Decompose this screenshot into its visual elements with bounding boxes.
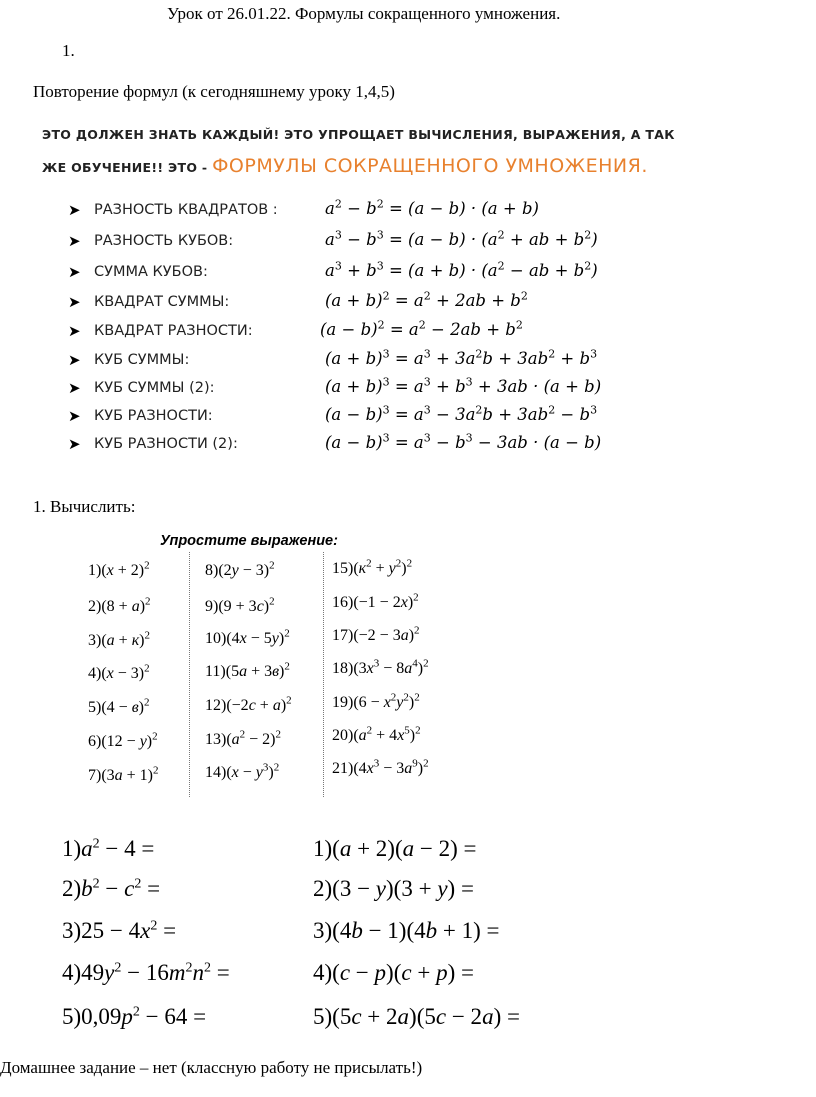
expression-item: $2)b^2 - c^2$ =	[62, 876, 161, 901]
formula-expression: $(a - b)^2 = a^2 - 2ab + b^2$	[320, 318, 523, 339]
exercise-item: $19)(6 - x^2y^2)^2$	[332, 691, 420, 711]
expression-item: $3)25 - 4x^2$ =	[62, 918, 177, 943]
exercise-item: $1)(x + 2)^2$	[88, 559, 150, 579]
exercise-item: $20)(a^2 + 4x^5)^2$	[332, 724, 421, 744]
banner-line-1: ЭТО ДОЛЖЕН ЗНАТЬ КАЖДЫЙ! ЭТО УПРОЩАЕТ ВЫЧИСЛЕНИЯ, ВЫРАЖЕНИЯ, А ТАК	[42, 127, 675, 142]
exercise-item: $2)(8 + a)^2$	[88, 595, 151, 615]
formula-expression: $(a - b)^3 = a^3 - 3a^2b + 3ab^2 - b^3$	[325, 403, 598, 424]
formula-row	[68, 228, 668, 257]
banner-line-2-text: ЖЕ ОБУЧЕНИЕ!! ЭТО -	[42, 160, 208, 175]
formula-name: РАЗНОСТЬ КВАДРАТОВ :	[94, 202, 278, 218]
item-number: 1.	[62, 41, 75, 60]
formula-expression: $(a + b)^3 = a^3 + b^3 + 3ab \cdot (a + b)$	[325, 375, 602, 396]
formula-expression: $a^3 - b^3 = (a - b) \cdot (a^2$ + ab + $b^2$)	[325, 228, 598, 249]
arrow-icon: ➤	[68, 232, 81, 250]
formula-expression: $(a + b)^2 = a^2 + 2ab + b^2$	[325, 289, 528, 310]
formula-row	[68, 403, 668, 432]
section-heading: 1. Вычислить:	[33, 497, 136, 516]
column-divider	[189, 552, 190, 797]
exercise-item: $3)(a + к)^2$	[88, 629, 150, 649]
expression-item: 2)(3 − y)(3 + y) =	[313, 876, 474, 901]
expression-item: 4)(c − p)(c + p) =	[313, 960, 474, 985]
formula-row	[68, 259, 668, 288]
exercise-item: $8)(2y - 3)^2$	[205, 559, 275, 579]
exercise-item: $7)(3a + 1)^2$	[88, 764, 159, 784]
exercise-item: $5)(4 - в)^2$	[88, 696, 150, 716]
exercise-subtitle: Упростите выражение:	[160, 533, 338, 549]
exercise-item: $4)(x - 3)^2$	[88, 662, 150, 682]
formula-row	[68, 375, 668, 404]
exercise-item: $9)(9 + 3c)^2$	[205, 595, 275, 615]
arrow-icon: ➤	[68, 263, 81, 281]
formula-row	[68, 347, 668, 376]
formula-expression: $(a - b)^3 = a^3 - b^3 - 3ab \cdot (a - b)$	[325, 431, 602, 452]
formula-name: РАЗНОСТЬ КУБОВ:	[94, 233, 234, 249]
exercise-item: $14)(x - y^3)^2$	[205, 761, 280, 781]
formula-row	[68, 197, 668, 226]
exercise-item: $10)(4x - 5y)^2$	[205, 627, 290, 647]
formula-row	[68, 289, 668, 318]
exercise-item: $17)(-2 - 3a)^2$	[332, 624, 420, 644]
arrow-icon: ➤	[68, 379, 81, 397]
arrow-icon: ➤	[68, 407, 81, 425]
arrow-icon: ➤	[68, 293, 81, 311]
arrow-icon: ➤	[68, 322, 81, 340]
formula-name: КУБ СУММЫ (2):	[94, 380, 215, 396]
expression-item: 1)(a + 2)(a − 2) =	[313, 836, 477, 861]
formula-name: КВАДРАТ РАЗНОСТИ:	[94, 323, 253, 339]
exercise-item: $11)(5a + 3в)^2$	[205, 660, 290, 680]
formula-name: КВАДРАТ СУММЫ:	[94, 294, 230, 310]
arrow-icon: ➤	[68, 435, 81, 453]
expression-item: $4)49y^2 - 16m^2n^2$ =	[62, 960, 230, 985]
expression-item: $5)0,09p^2 - 64$ =	[62, 1004, 207, 1029]
expression-item: $1)a^2 - 4$ =	[62, 836, 155, 861]
exercise-item: $15)(к^2 + y^2)^2$	[332, 557, 413, 577]
exercise-item: $13)(a^2 - 2)^2$	[205, 728, 282, 748]
formula-name: СУММА КУБОВ:	[94, 264, 208, 280]
expression-item: 5)(5c + 2a)(5c − 2a) =	[313, 1004, 520, 1029]
exercise-item: $6)(12 - y)^2$	[88, 730, 158, 750]
formula-name: КУБ СУММЫ:	[94, 352, 190, 368]
page-title: Урок от 26.01.22. Формулы сокращенного умножения.	[167, 4, 561, 23]
formula-expression: $a^2 - b^2 = (a - b) \cdot (a + b)$	[325, 197, 539, 218]
formula-row	[68, 431, 668, 460]
homework-note: Домашнее задание – нет (классную работу не присылать!)	[0, 1058, 423, 1077]
exercise-item: $16)(-1 - 2x)^2$	[332, 591, 419, 611]
formula-expression: $a^3 + b^3 = (a + b) \cdot (a^2$ − ab + $b^2$)	[325, 259, 598, 280]
exercise-item: $21)(4x^3 - 3a^9)^2$	[332, 757, 429, 777]
banner-line-2	[42, 155, 648, 177]
column-divider	[323, 552, 324, 797]
formula-row	[68, 318, 668, 347]
arrow-icon: ➤	[68, 351, 81, 369]
banner-highlight: ФОРМУЛЫ СОКРАЩЕННОГО УМНОЖЕНИЯ.	[212, 155, 648, 177]
formula-expression: $(a + b)^3 = a^3 + 3a^2b + 3ab^2 + b^3$	[325, 347, 598, 368]
exercise-item: $12)(-2c + a)^2$	[205, 694, 292, 714]
exercise-item: $18)(3x^3 - 8a^4)^2$	[332, 657, 429, 677]
formula-name: КУБ РАЗНОСТИ:	[94, 408, 213, 424]
repeat-heading: Повторение формул (к сегодняшнему уроку 1,4,5)	[33, 82, 395, 101]
expression-item: 3)(4b − 1)(4b + 1) =	[313, 918, 500, 943]
arrow-icon: ➤	[68, 201, 81, 219]
formula-name: КУБ РАЗНОСТИ (2):	[94, 436, 238, 452]
